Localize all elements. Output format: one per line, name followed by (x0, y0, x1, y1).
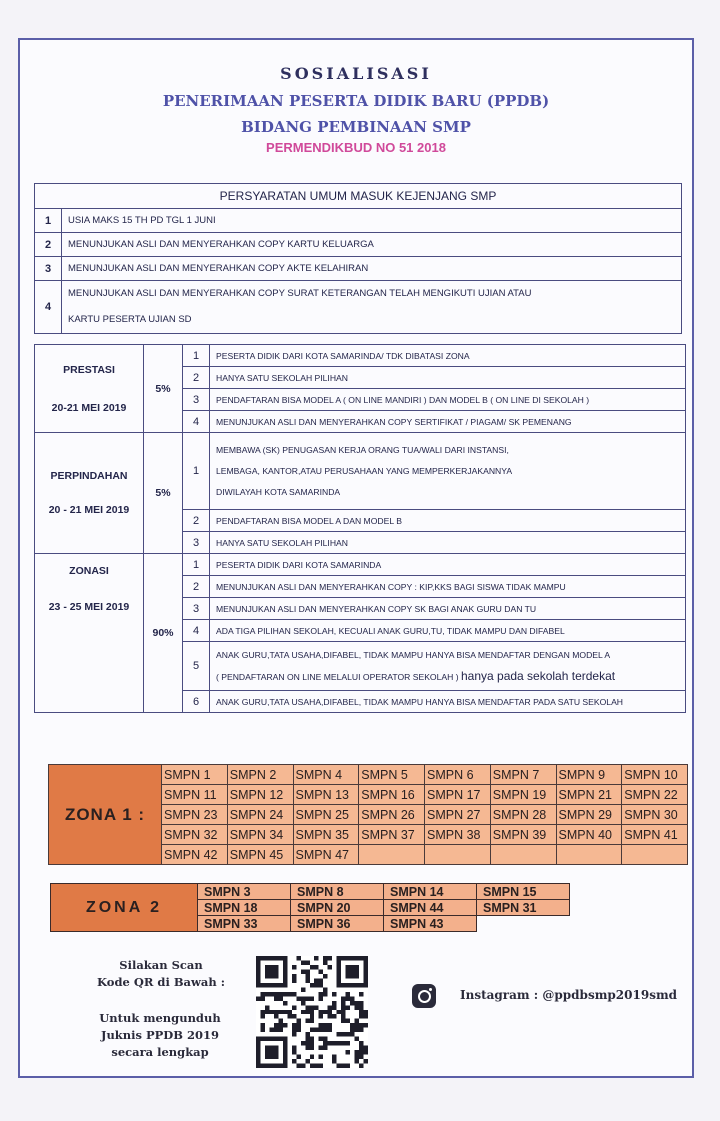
school-cell: SMPN 12 (227, 785, 293, 805)
school-cell: SMPN 6 (425, 765, 491, 785)
zona2-label: ZONA 2 (51, 884, 198, 932)
pathway-item: MENUNJUKAN ASLI DAN MENYERAHKAN COPY SK BAGI ANAK GURU DAN TU (210, 598, 686, 620)
row-number: 1 (183, 433, 210, 510)
scan-line: Kode QR di Bawah : (97, 975, 225, 989)
pathway-item: ADA TIGA PILIHAN SEKOLAH, KECUALI ANAK GURU,TU, TIDAK MAMPU DAN DIFABEL (210, 620, 686, 642)
row-number: 2 (183, 510, 210, 532)
poster-sheet (18, 38, 694, 1078)
row-number: 1 (35, 209, 62, 233)
school-cell: SMPN 1 (162, 765, 228, 785)
pathway-item-emphasis: hanya pada sekolah terdekat (460, 668, 616, 683)
row-number: 3 (183, 532, 210, 554)
requirement-item (62, 281, 682, 334)
school-cell: SMPN 13 (293, 785, 359, 805)
requirements-title: PERSYARATAN UMUM MASUK KEJENJANG SMP (35, 184, 682, 209)
school-cell (556, 845, 622, 865)
pathway-item: PENDAFTARAN BISA MODEL A DAN MODEL B (210, 510, 686, 532)
school-cell (622, 845, 688, 865)
pathway-item: PESERTA DIDIK DARI KOTA SAMARINDA (210, 554, 686, 576)
zona2-table (50, 883, 570, 932)
pathway-item: MENUNJUKAN ASLI DAN MENYERAHKAN COPY SERTIFIKAT / PIAGAM/ SK PEMENANG (210, 411, 686, 433)
pathway-quota: 90% (144, 554, 183, 713)
school-cell: SMPN 5 (359, 765, 425, 785)
qr-code-icon[interactable] (256, 956, 368, 1068)
zona1-table (48, 764, 688, 865)
row-number: 3 (35, 257, 62, 281)
school-cell: SMPN 30 (622, 805, 688, 825)
row-number: 2 (183, 367, 210, 389)
school-cell: SMPN 10 (622, 765, 688, 785)
school-cell: SMPN 22 (622, 785, 688, 805)
download-line: secara lengkap (111, 1045, 209, 1059)
school-cell: SMPN 32 (162, 825, 228, 845)
school-cell: SMPN 40 (556, 825, 622, 845)
row-number: 2 (35, 233, 62, 257)
school-cell: SMPN 19 (490, 785, 556, 805)
school-cell (490, 845, 556, 865)
school-cell: SMPN 17 (425, 785, 491, 805)
school-cell: SMPN 27 (425, 805, 491, 825)
requirement-item: MENUNJUKAN ASLI DAN MENYERAHKAN COPY KARTU KELUARGA (62, 233, 682, 257)
requirement-item: USIA MAKS 15 TH PD TGL 1 JUNI (62, 209, 682, 233)
school-cell: SMPN 18 (198, 900, 291, 916)
row-number: 4 (183, 620, 210, 642)
row-number: 3 (183, 598, 210, 620)
pathway-item (210, 433, 686, 510)
school-cell: SMPN 16 (359, 785, 425, 805)
pathway-date: 20-21 MEI 2019 (51, 401, 127, 414)
school-cell: SMPN 11 (162, 785, 228, 805)
pathway-date: 20 - 21 MEI 2019 (48, 504, 130, 516)
pathway-item-line: MEMBAWA (SK) PENUGASAN KERJA ORANG TUA/WALI DARI INSTANSI, (216, 444, 509, 455)
row-number: 1 (183, 345, 210, 367)
pathway-name: PRESTASI (63, 363, 115, 376)
header-regulation: PERMENDIKBUD NO 51 2018 (266, 140, 446, 155)
instagram-icon (412, 984, 436, 1008)
school-cell: SMPN 7 (490, 765, 556, 785)
school-cell: SMPN 33 (198, 916, 291, 932)
school-cell: SMPN 36 (291, 916, 384, 932)
school-cell: SMPN 39 (490, 825, 556, 845)
school-cell: SMPN 4 (293, 765, 359, 785)
pathway-item: PENDAFTARAN BISA MODEL A ( ON LINE MANDIRI ) DAN MODEL B ( ON LINE DI SEKOLAH ) (210, 389, 686, 411)
school-cell (477, 916, 570, 932)
pathway-item-line: ANAK GURU,TATA USAHA,DIFABEL, TIDAK MAMPU HANYA BISA MENDAFTAR DENGAN MODEL A (216, 649, 611, 660)
school-cell: SMPN 37 (359, 825, 425, 845)
download-line: Untuk mengunduh (99, 1011, 221, 1025)
school-cell: SMPN 41 (622, 825, 688, 845)
pathway-item: PESERTA DIDIK DARI KOTA SAMARINDA/ TDK DIBATASI ZONA (210, 345, 686, 367)
row-number: 2 (183, 576, 210, 598)
pathway-quota: 5% (144, 433, 183, 554)
pathway-item: MENUNJUKAN ASLI DAN MENYERAHKAN COPY : KIP,KKS BAGI SISWA TIDAK MAMPU (210, 576, 686, 598)
school-cell: SMPN 9 (556, 765, 622, 785)
school-cell: SMPN 29 (556, 805, 622, 825)
row-number: 5 (183, 642, 210, 691)
school-cell: SMPN 38 (425, 825, 491, 845)
pathway-item-line: DIWILAYAH KOTA SAMARINDA (216, 486, 341, 497)
zona1-label: ZONA 1 : (49, 765, 162, 865)
school-cell: SMPN 2 (227, 765, 293, 785)
pathway-date: 23 - 25 MEI 2019 (48, 601, 130, 613)
school-cell: SMPN 45 (227, 845, 293, 865)
download-line: Juknis PPDB 2019 (101, 1028, 219, 1042)
pathway-name: ZONASI (69, 565, 109, 577)
scan-instruction (96, 957, 226, 991)
school-cell: SMPN 26 (359, 805, 425, 825)
header-subtitle: PENERIMAAN PESERTA DIDIK BARU (PPDB) (162, 92, 550, 110)
pathway-item: HANYA SATU SEKOLAH PILIHAN (210, 367, 686, 389)
row-number: 4 (35, 281, 62, 334)
pathway-item: HANYA SATU SEKOLAH PILIHAN (210, 532, 686, 554)
requirement-line: KARTU PESERTA UJIAN SD (68, 314, 192, 325)
row-number: 6 (183, 691, 210, 713)
pathway-item (210, 642, 686, 691)
pathway-item-line (216, 666, 679, 688)
school-cell: SMPN 20 (291, 900, 384, 916)
school-cell: SMPN 25 (293, 805, 359, 825)
pathway-item-text: ( PENDAFTARAN ON LINE MELALUI OPERATOR SEKOLAH ) (216, 671, 459, 682)
pathway-name: PERPINDAHAN (50, 470, 128, 482)
download-instruction (90, 1010, 230, 1061)
row-number: 4 (183, 411, 210, 433)
perpindahan-cell (35, 433, 144, 554)
school-cell: SMPN 28 (490, 805, 556, 825)
school-cell: SMPN 43 (384, 916, 477, 932)
requirement-item: MENUNJUKAN ASLI DAN MENYERAHKAN COPY AKTE KELAHIRAN (62, 257, 682, 281)
pathway-quota: 5% (144, 345, 183, 433)
prestasi-cell (35, 345, 144, 433)
school-cell: SMPN 31 (477, 900, 570, 916)
scan-line: Silakan Scan (119, 958, 203, 972)
school-cell: SMPN 21 (556, 785, 622, 805)
school-cell: SMPN 23 (162, 805, 228, 825)
school-cell (425, 845, 491, 865)
pathway-item: ANAK GURU,TATA USAHA,DIFABEL, TIDAK MAMPU HANYA BISA MENDAFTAR PADA SATU SEKOLAH (210, 691, 686, 713)
pathways-table (34, 344, 686, 713)
school-cell: SMPN 14 (384, 884, 477, 900)
school-cell: SMPN 34 (227, 825, 293, 845)
header-title: SOSIALISASI (280, 64, 432, 83)
school-cell: SMPN 42 (162, 845, 228, 865)
pathway-item-line: LEMBAGA, KANTOR,ATAU PERUSAHAAN YANG MEMPERKERJAKANNYA (216, 465, 513, 476)
school-cell (359, 845, 425, 865)
header-division: BIDANG PEMBINAAN SMP (241, 118, 471, 136)
row-number: 3 (183, 389, 210, 411)
school-cell: SMPN 15 (477, 884, 570, 900)
requirements-table (34, 183, 682, 334)
school-cell: SMPN 8 (291, 884, 384, 900)
school-cell: SMPN 44 (384, 900, 477, 916)
school-cell: SMPN 3 (198, 884, 291, 900)
requirement-line: MENUNJUKAN ASLI DAN MENYERAHKAN COPY SURAT KETERANGAN TELAH MENGIKUTI UJIAN ATAU (68, 288, 532, 299)
school-cell: SMPN 35 (293, 825, 359, 845)
row-number: 1 (183, 554, 210, 576)
school-cell: SMPN 47 (293, 845, 359, 865)
school-cell: SMPN 24 (227, 805, 293, 825)
instagram-handle[interactable]: Instagram : @ppdbsmp2019smd (460, 988, 678, 1002)
zonasi-cell (35, 554, 144, 713)
